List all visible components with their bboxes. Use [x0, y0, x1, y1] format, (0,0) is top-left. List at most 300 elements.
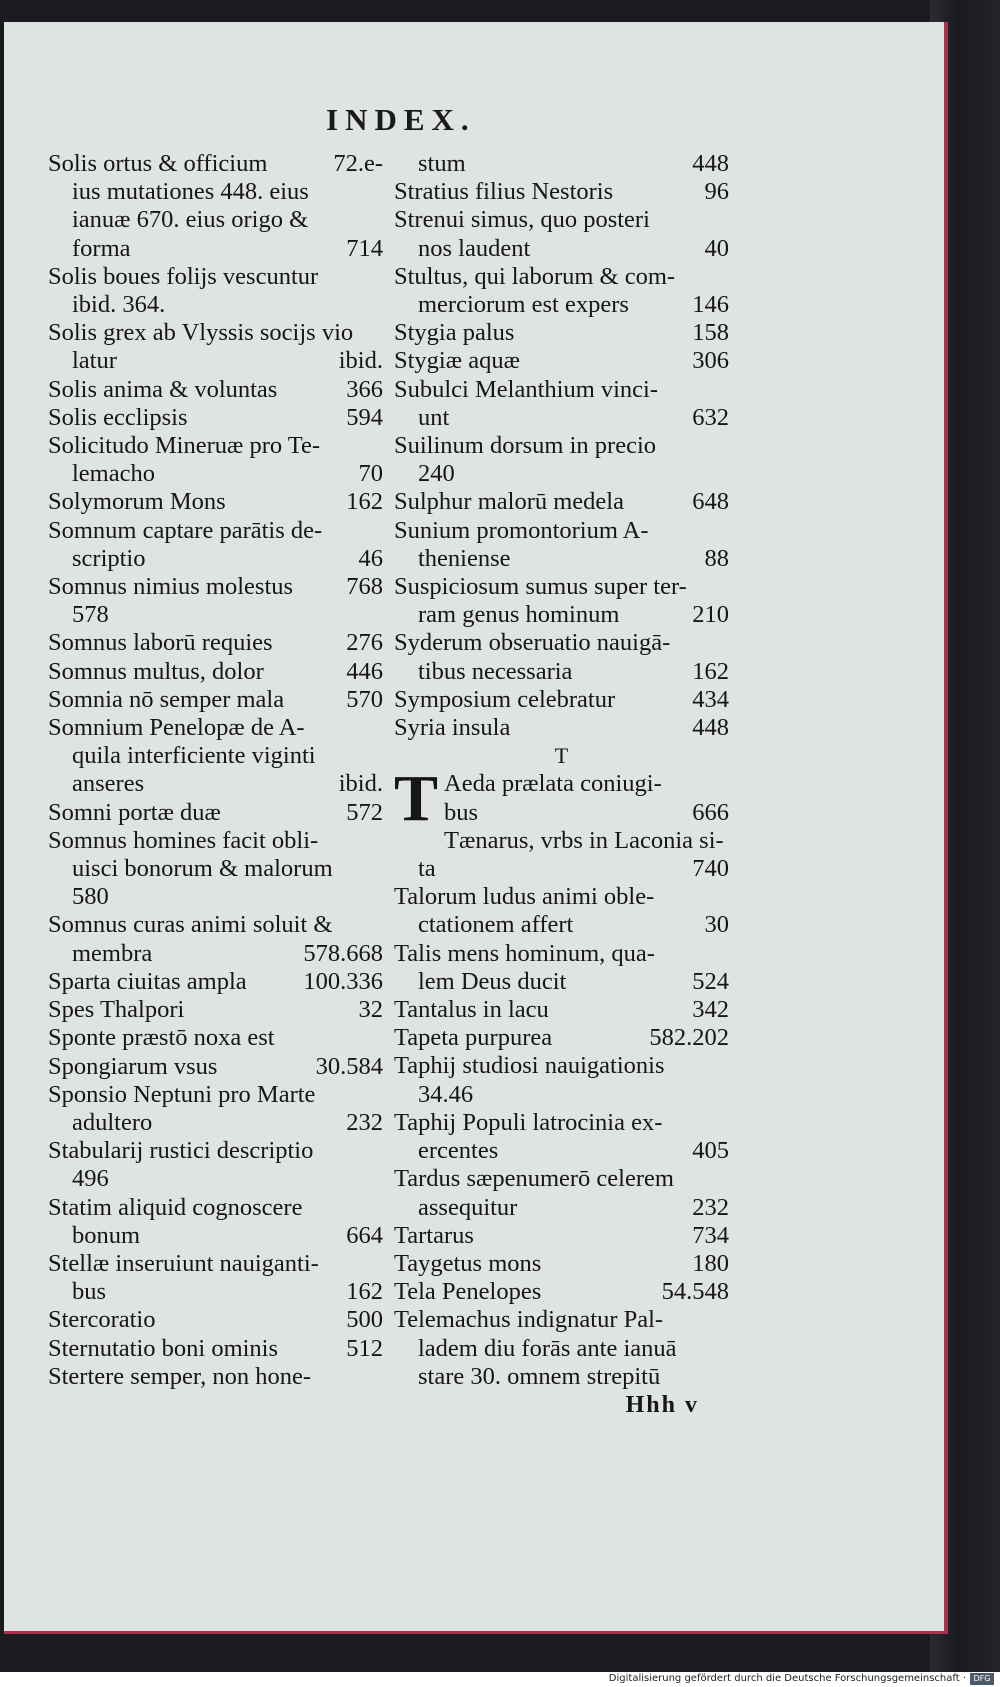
entry-line [48, 517, 383, 545]
entry-line [394, 996, 729, 1024]
entry-line [48, 206, 383, 234]
page-reference: 72.e- [333, 150, 383, 177]
entry-text: 496 [72, 1165, 109, 1193]
entry-line [48, 263, 383, 291]
page-reference: 768 [346, 573, 383, 601]
entry-text: Taygetus mons [394, 1249, 542, 1277]
entry-text: stum [418, 150, 466, 177]
page-reference [721, 517, 729, 545]
entry-line [48, 911, 383, 939]
entry-text: Spongiarum vsus [48, 1052, 218, 1080]
entry-text: Suilinum dorsum in precio [394, 432, 656, 460]
index-entry [48, 432, 383, 488]
index-entry [48, 686, 383, 714]
entry-text: ius mutationes 448. eius [72, 178, 309, 206]
page-reference [721, 1081, 729, 1109]
index-entry [394, 432, 729, 488]
page-reference [721, 940, 729, 968]
index-entry [48, 573, 383, 629]
entry-text: Tapeta purpurea [394, 1024, 553, 1052]
entry-line [394, 629, 729, 657]
entry-line [48, 686, 383, 714]
entry-text: Subulci Melanthium vinci- [394, 375, 659, 403]
index-entry [394, 940, 729, 996]
page-reference: 96 [704, 178, 729, 206]
entry-text: Solicitudo Mineruæ pro Te- [48, 432, 321, 460]
page-reference: 366 [346, 375, 383, 403]
index-entry [394, 1165, 729, 1221]
page-reference [721, 376, 729, 404]
entry-line [394, 968, 729, 996]
page-reference: 405 [692, 1137, 729, 1165]
entry-text: 240 [418, 460, 455, 488]
index-entry [48, 1137, 383, 1193]
entry-text: Solis boues folijs vescuntur [48, 262, 319, 290]
entry-text: nos laudent [418, 234, 531, 262]
entry-line [394, 488, 729, 516]
entry-line [48, 770, 383, 798]
page-reference [375, 1250, 383, 1278]
entry-text: Stygia palus [394, 319, 515, 347]
entry-line [394, 1052, 729, 1080]
entry-text: Somnia nō semper mala [48, 685, 285, 713]
index-entry [48, 629, 383, 657]
entry-text: Sponte præstō noxa est [48, 1024, 275, 1052]
entry-line [394, 291, 729, 319]
entry-text: ta [418, 855, 436, 883]
entry-text: bus [444, 798, 479, 826]
entry-text: bus [72, 1278, 107, 1306]
page-reference: 434 [692, 685, 729, 713]
index-entry [394, 629, 729, 685]
entries-t [394, 827, 729, 1391]
entry-text: ianuæ 670. eius origo & [72, 206, 309, 234]
page-reference [375, 1165, 383, 1193]
entry-line [48, 347, 383, 375]
page-reference: 276 [346, 629, 383, 657]
index-entry [48, 827, 383, 912]
index-entry [48, 150, 383, 263]
page-reference: 162 [346, 488, 383, 516]
entry-line [444, 799, 729, 827]
entry-line [48, 996, 383, 1024]
entry-text: Taphij studiosi nauigationis [394, 1052, 665, 1080]
entry-text: Sternutatio boni ominis [48, 1334, 279, 1362]
page-reference: 162 [692, 657, 729, 685]
entry-line [394, 1222, 729, 1250]
entry-line [394, 460, 729, 488]
page-reference: 594 [346, 403, 383, 431]
entry-text: theniense [418, 544, 511, 572]
page-reference: 734 [692, 1221, 729, 1249]
entry-text: Somnum captare parātis de- [48, 516, 323, 544]
page-reference [375, 178, 383, 206]
index-entry [48, 799, 383, 827]
entry-line [394, 658, 729, 686]
index-entry [48, 263, 383, 319]
page-reference: 70 [358, 460, 383, 488]
entry-line [394, 601, 729, 629]
page-reference: 446 [346, 657, 383, 685]
entry-line [394, 404, 729, 432]
page-reference: 180 [692, 1249, 729, 1277]
page-reference [721, 770, 729, 798]
index-entry [48, 319, 383, 375]
entry-text: Somnus nimius molestus [48, 573, 294, 601]
entry-text: ladem diu forās ante ianuā [418, 1334, 677, 1362]
index-entry [394, 1250, 729, 1278]
entry-text: Suspiciosum sumus super ter- [394, 573, 687, 601]
page-reference: 146 [692, 291, 729, 319]
index-entry [48, 1335, 383, 1363]
index-entry [48, 996, 383, 1024]
entry-line [394, 686, 729, 714]
entry-line [48, 601, 383, 629]
page-reference: 100.336 [303, 967, 383, 995]
page-reference [721, 883, 729, 911]
index-entry [394, 376, 729, 432]
index-entry [48, 488, 383, 516]
entry-text: Syria insula [394, 714, 511, 742]
entry-line [394, 432, 729, 460]
page-reference: 162 [346, 1278, 383, 1306]
page-reference [375, 263, 383, 291]
entry-line [48, 573, 383, 601]
entry-text: Syderum obseruatio nauigā- [394, 629, 671, 657]
entry-text: lemacho [72, 460, 155, 488]
entry-text: ctationem affert [418, 911, 574, 939]
index-entry [48, 911, 383, 967]
page-reference [375, 742, 383, 770]
index-entry [394, 1024, 729, 1052]
page-reference [721, 460, 729, 488]
entry-text: Spes Thalpori [48, 996, 185, 1024]
entry-line [48, 178, 383, 206]
entry-text: Stertere semper, non hone- [48, 1362, 311, 1390]
page-reference [375, 1137, 383, 1165]
page-reference [721, 1109, 729, 1137]
page-reference: 46 [358, 544, 383, 572]
entry-line [48, 629, 383, 657]
entry-line [444, 770, 729, 798]
entry-text: Solis ortus & officium [48, 150, 268, 177]
entry-line [394, 1194, 729, 1222]
page-reference [375, 206, 383, 234]
page-reference [375, 714, 383, 742]
entry-text: unt [418, 403, 450, 431]
entry-line [48, 150, 383, 178]
entry-line [48, 1137, 383, 1165]
entry-text: tibus necessaria [418, 657, 573, 685]
index-entry [394, 1109, 729, 1165]
index-entry [394, 488, 729, 516]
page-reference: 572 [346, 798, 383, 826]
entry-line [394, 883, 729, 911]
index-entry [48, 376, 383, 404]
dropcap-letter: T [394, 762, 439, 836]
entry-text: Stratius filius Nestoris [394, 178, 614, 206]
entry-line [48, 742, 383, 770]
entry-line [394, 1363, 729, 1391]
page-reference [375, 1024, 383, 1052]
entry-text: Stabularij rustici descriptio [48, 1137, 314, 1165]
page-reference [375, 883, 383, 911]
entry-line [48, 1024, 383, 1052]
entry-line [48, 545, 383, 573]
entry-line [48, 1165, 383, 1193]
entry-text: Somnus laborū requies [48, 629, 273, 657]
page-reference: ibid. [338, 770, 383, 798]
entry-line [394, 235, 729, 263]
page-reference: 664 [346, 1221, 383, 1249]
entry-line [48, 1278, 383, 1306]
entry-text: ram genus hominum [418, 601, 620, 629]
page-reference [375, 432, 383, 460]
index-entry [48, 1024, 383, 1052]
page-reference: 210 [692, 601, 729, 629]
entry-line [48, 1109, 383, 1137]
book-page [4, 22, 948, 1634]
entry-text: Somnus homines facit obli- [48, 826, 319, 854]
page-reference [375, 911, 383, 939]
entry-line [48, 968, 383, 996]
entry-text: Aeda prælata coniugi- [444, 770, 662, 798]
page-reference [721, 1052, 729, 1080]
index-entry [394, 573, 729, 629]
entry-text: bonum [72, 1221, 141, 1249]
entry-line [48, 827, 383, 855]
page-reference: 648 [692, 488, 729, 516]
entry-line [48, 855, 383, 883]
entry-line [394, 263, 729, 291]
index-entry [394, 178, 729, 206]
entry-text: Tartarus [394, 1221, 474, 1249]
page-reference: ibid. [338, 347, 383, 375]
index-entry [48, 1053, 383, 1081]
entries-s [394, 150, 729, 742]
entry-text: Taphij Populi latrocinia ex- [394, 1108, 663, 1136]
entry-text: Solymorum Mons [48, 488, 226, 516]
entry-text: Solis grex ab Vlyssis socijs vio [48, 319, 354, 347]
entry-line [394, 150, 729, 178]
page-title: INDEX. [326, 102, 476, 137]
page-reference: 40 [704, 234, 729, 262]
index-entry [394, 827, 729, 883]
entry-text: Tænarus, vrbs in Laconia si- [444, 826, 724, 854]
page-reference: 88 [704, 544, 729, 572]
page-reference: 448 [692, 714, 729, 742]
index-column-right [394, 150, 729, 1419]
entry-line [444, 827, 729, 855]
index-entry [394, 150, 729, 178]
entry-line [48, 883, 383, 911]
entry-line [394, 1306, 729, 1334]
page-reference: 582.202 [649, 1024, 729, 1052]
entry-text: scriptio [72, 544, 146, 572]
page-reference [721, 206, 729, 234]
entry-line [394, 319, 729, 347]
entry-text: lem Deus ducit [418, 967, 567, 995]
index-entry [48, 517, 383, 573]
page-reference: 714 [346, 234, 383, 262]
index-entry [394, 319, 729, 347]
entry-text: merciorum est expers [418, 291, 629, 319]
entry-text: 34.46 [418, 1080, 474, 1108]
entry-text: uisci bonorum & malorum [72, 855, 333, 883]
page-reference: 578.668 [303, 939, 383, 967]
entry-line [48, 1250, 383, 1278]
entry-text: Somnus curas animi soluit & [48, 911, 333, 939]
entry-text: 580 [72, 883, 109, 911]
entry-line [394, 1024, 729, 1052]
entry-line [394, 178, 729, 206]
entry-line [394, 347, 729, 375]
entry-line [48, 1222, 383, 1250]
index-entry [394, 1222, 729, 1250]
page-reference: 666 [692, 798, 729, 826]
entry-line [48, 714, 383, 742]
entry-line [48, 376, 383, 404]
entry-line [48, 799, 383, 827]
index-entry [48, 1363, 383, 1391]
page-reference: 158 [692, 319, 729, 347]
page-reference: 342 [692, 996, 729, 1024]
entry-line [394, 1278, 729, 1306]
index-entry [394, 1278, 729, 1306]
section-letter-t: T [554, 743, 569, 769]
page-reference: 524 [692, 967, 729, 995]
signature-mark: Hhh v [625, 1391, 699, 1418]
entry-line [48, 488, 383, 516]
page-reference [375, 855, 383, 883]
entry-line [394, 940, 729, 968]
entry-text: Strenui simus, quo posteri [394, 206, 650, 234]
entry-text: Stercoratio [48, 1306, 156, 1334]
index-entry [394, 1306, 729, 1391]
entry-text: Sparta ciuitas ampla [48, 967, 247, 995]
entry-text: Talis mens hominum, qua- [394, 939, 655, 967]
entry-text: Somnium Penelopæ de A- [48, 714, 305, 742]
entry-line [394, 573, 729, 601]
entry-line [394, 545, 729, 573]
index-entry [394, 517, 729, 573]
entry-text: membra [72, 939, 153, 967]
entry-text: Sunium promontorium A- [394, 516, 649, 544]
entry-line [48, 291, 383, 319]
entry-line [394, 911, 729, 939]
index-entry [394, 714, 729, 742]
entry-text: Statim aliquid cognoscere [48, 1193, 303, 1221]
entry-line [48, 1363, 383, 1391]
entry-line [394, 1109, 729, 1137]
page-reference: 32 [358, 996, 383, 1024]
page-reference: 512 [346, 1334, 383, 1362]
entry-text: ibid. 364. [72, 291, 166, 319]
dropcap-entry [394, 762, 729, 836]
page-reference: 30.584 [315, 1052, 383, 1080]
page-reference: 232 [346, 1108, 383, 1136]
entry-text: forma [72, 234, 131, 262]
page-reference [721, 1165, 729, 1193]
page-reference [375, 827, 383, 855]
entry-line [48, 658, 383, 686]
entry-text: 578 [72, 601, 109, 629]
entry-line [48, 1053, 383, 1081]
page-reference [721, 573, 729, 601]
page-reference [375, 1363, 383, 1391]
index-entry [48, 1194, 383, 1250]
index-entry [48, 658, 383, 686]
index-entry [394, 996, 729, 1024]
entry-text: anseres [72, 770, 145, 798]
entry-line [48, 319, 383, 347]
entry-text: stare 30. omnem strepitū [418, 1362, 661, 1390]
entry-text: Sponsio Neptuni pro Marte [48, 1080, 316, 1108]
entry-line [394, 376, 729, 404]
entry-line [48, 235, 383, 263]
entry-line [394, 1165, 729, 1193]
entry-line [48, 1194, 383, 1222]
entry-text: Somnus multus, dolor [48, 657, 264, 685]
entry-text: Solis anima & voluntas [48, 375, 278, 403]
page-reference: 232 [692, 1193, 729, 1221]
index-entry [394, 263, 729, 319]
entry-text: Symposium celebratur [394, 685, 616, 713]
entry-line [394, 1081, 729, 1109]
entry-text: Tantalus in lacu [394, 996, 549, 1024]
entry-line [394, 1250, 729, 1278]
page-reference: 632 [692, 403, 729, 431]
index-entry [394, 206, 729, 262]
entry-text: Talorum ludus animi oble- [394, 883, 655, 911]
page-reference [375, 291, 383, 319]
entry-text: Sulphur malorū medela [394, 488, 624, 516]
page-reference: 30 [704, 911, 729, 939]
page-reference: 448 [692, 150, 729, 177]
index-entry [48, 1306, 383, 1334]
page-reference [721, 1306, 729, 1334]
entry-text: assequitur [418, 1193, 518, 1221]
entry-text: Stultus, qui laborum & com- [394, 262, 676, 290]
entry-text: latur [72, 347, 117, 375]
page-reference [724, 827, 732, 855]
entry-line [48, 460, 383, 488]
entry-text: adultero [72, 1108, 153, 1136]
entry-line [394, 714, 729, 742]
entry-text: Solis ecclipsis [48, 403, 188, 431]
page-reference [721, 1363, 729, 1391]
page-reference [721, 432, 729, 460]
entry-line [394, 206, 729, 234]
index-entry [394, 347, 729, 375]
page-reference [375, 601, 383, 629]
index-column-left [48, 150, 383, 1391]
entry-text: Stellæ inseruiunt nauiganti- [48, 1249, 319, 1277]
page-reference [721, 263, 729, 291]
entry-line [394, 855, 729, 883]
entry-line [48, 940, 383, 968]
entry-line [48, 404, 383, 432]
index-entry [48, 404, 383, 432]
page-reference [375, 1081, 383, 1109]
page-reference [375, 517, 383, 545]
page-reference: 740 [692, 855, 729, 883]
index-entry [394, 1052, 729, 1108]
entry-text: Tardus sæpenumerō celerem [394, 1165, 674, 1193]
index-entry [48, 968, 383, 996]
funding-footer: Digitalisierung gefördert durch die Deutsche Forschungsgemeinschaft · [608, 1673, 966, 1684]
entry-line [48, 1081, 383, 1109]
